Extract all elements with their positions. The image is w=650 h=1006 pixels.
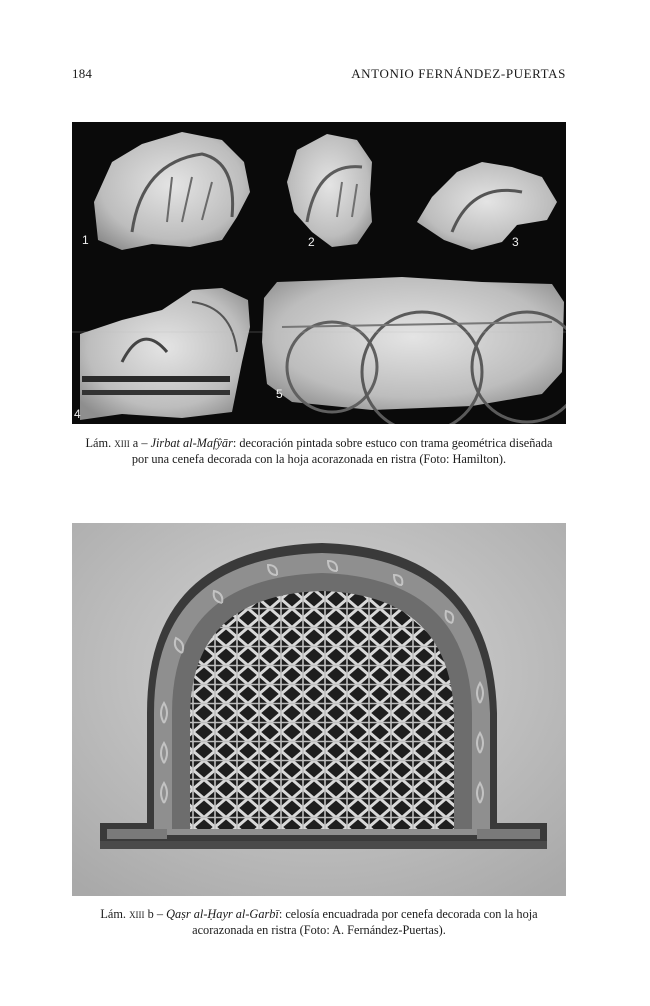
caption-site-name: Qaṣr al-Ḥayr al-Garbī: [166, 907, 279, 921]
plate-b-caption: [72, 906, 566, 938]
fragment-number-2: 2: [308, 235, 315, 249]
plate-a-caption: [72, 435, 566, 467]
stucco-fragments-photo: [72, 122, 566, 424]
fragment-number-3: 3: [512, 235, 519, 249]
plate-a-photo: [72, 122, 566, 424]
caption-label: Lám.: [100, 907, 130, 921]
caption-text-line-2: por una cenefa decorada con la hoja acorazonada en ristra (Foto: Hamilton).: [131, 452, 507, 466]
caption-site-name: Jirbat al-Mafŷār: [150, 436, 233, 450]
lattice-window-photo: [72, 523, 566, 896]
caption-text-line-1: : celosía encuadrada por cenefa decorada con la hoja: [278, 907, 538, 921]
running-head: [72, 66, 566, 84]
fragment-number-4: 4: [74, 407, 81, 421]
page-number: 184: [72, 66, 93, 81]
caption-plate-letter: b –: [144, 907, 167, 921]
caption-plate-letter: a –: [129, 436, 151, 450]
fragment-number-1: 1: [82, 233, 89, 247]
plate-b-photo: [72, 523, 566, 896]
caption-plate-number: xiii: [114, 436, 130, 450]
fragment-number-5: 5: [276, 387, 283, 401]
running-title: ANTONIO FERNÁNDEZ-PUERTAS: [351, 66, 566, 81]
caption-plate-number: xiii: [129, 907, 145, 921]
caption-label: Lám.: [85, 436, 115, 450]
caption-text-line-1: : decoración pintada sobre estuco con trama geométrica diseñada: [232, 436, 553, 450]
caption-text-line-2: acorazonada en ristra (Foto: A. Fernández-Puertas).: [192, 923, 446, 937]
